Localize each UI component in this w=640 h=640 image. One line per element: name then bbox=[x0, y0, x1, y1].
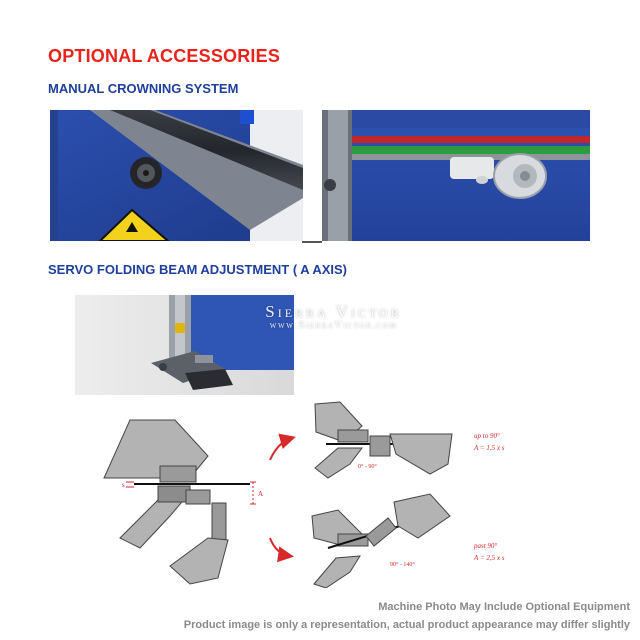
label-upper-angle: 0° - 90° bbox=[358, 464, 377, 470]
label-lower-title: past 90° bbox=[474, 542, 498, 550]
footer-disclaimer: Product image is only a representation, actual product appearance may differ slightly bbox=[183, 619, 630, 631]
label-lower-formula: A = 2,5 x s bbox=[474, 554, 505, 562]
watermark-url: www.SierraVictor.com bbox=[269, 320, 398, 331]
crowning-heading: MANUAL CROWNING SYSTEM bbox=[48, 81, 239, 96]
arrow-to-upper bbox=[270, 438, 292, 460]
crowning-photo-side bbox=[322, 110, 590, 241]
footer-optional-equipment: Machine Photo May Include Optional Equipment bbox=[378, 601, 630, 613]
watermark-name: Sierra Victor bbox=[265, 302, 402, 321]
label-a: A bbox=[258, 490, 264, 498]
section-title: OPTIONAL ACCESSORIES bbox=[48, 46, 281, 66]
diagram-lower-position bbox=[312, 494, 450, 588]
crowning-photo-top bbox=[50, 110, 303, 241]
folding-diagram bbox=[100, 398, 545, 588]
label-upper-formula: A = 1,5 x s bbox=[474, 444, 505, 452]
label-s: s bbox=[122, 481, 125, 489]
label-upper-title: up to 90° bbox=[474, 432, 500, 440]
arrow-to-lower bbox=[270, 538, 290, 556]
diagram-upper-position bbox=[315, 402, 452, 478]
servo-heading: SERVO FOLDING BEAM ADJUSTMENT ( A AXIS) bbox=[48, 262, 348, 277]
label-lower-angle: 90° - 140° bbox=[390, 562, 415, 568]
divider-line bbox=[302, 241, 322, 243]
watermark bbox=[226, 303, 441, 332]
diagram-start-position bbox=[104, 420, 256, 584]
